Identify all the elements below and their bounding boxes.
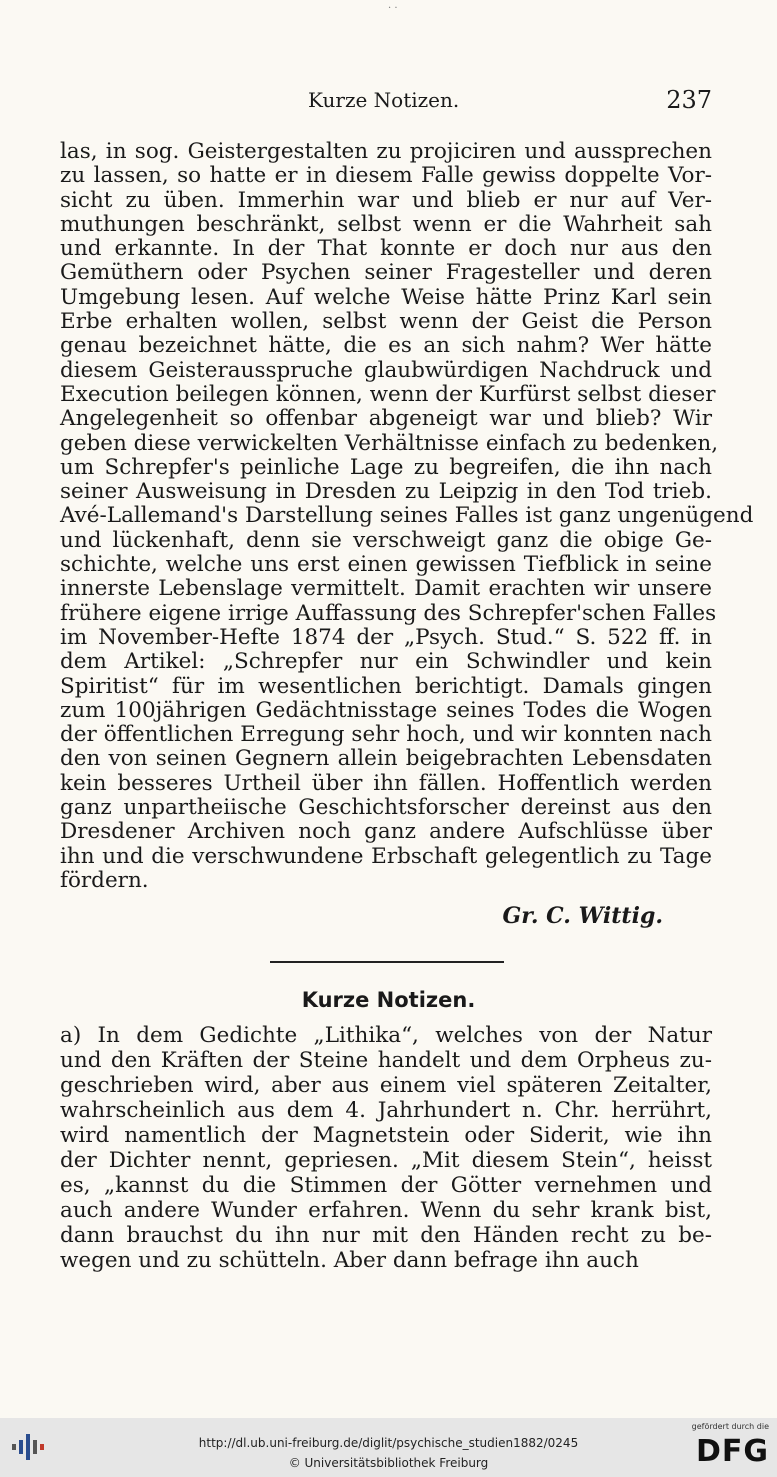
text-line: und erkannte. In der That konnte er doch nur aus den	[60, 236, 712, 262]
text-line: geschrieben wird, aber aus einem viel späteren Zeitalter,	[60, 1073, 712, 1098]
text-line: muthungen beschränkt, selbst wenn er die Wahrheit sah	[60, 211, 712, 237]
text-line: kein besseres Urtheil über ihn fällen. Hoffentlich werden	[60, 770, 712, 796]
text-line: dem Artikel: „Schrepfer nur ein Schwindler und kein	[60, 649, 712, 675]
text-line: Angelegenheit so offenbar abgeneigt war und blieb? Wir	[60, 406, 712, 432]
viewer-footer	[0, 1418, 777, 1477]
text-line: im November-Hefte 1874 der „Psych. Stud.“ S. 522 ff. in	[60, 624, 712, 650]
text-line: der öffentlichen Erregung sehr hoch, und wir konnten nach	[60, 722, 712, 748]
text-line: genau bezeichnet hätte, die es an sich nahm? Wer hätte	[60, 333, 712, 359]
text-line: schichte, welche uns erst einen gewissen Tiefblick in seine	[60, 552, 712, 578]
text-line: der Dichter nennt, gepriesen. „Mit diesem Stein“, heisst	[60, 1148, 712, 1173]
author-signature: Gr. C. Wittig.	[502, 903, 663, 929]
text-line: seiner Ausweisung in Dresden zu Leipzig in den Tod trieb.	[60, 479, 712, 505]
text-line: Spiritist“ für im wesentlichen berichtigt. Damals gingen	[60, 673, 712, 699]
text-line: wegen und zu schütteln. Aber dann befrage ihn auch	[60, 1248, 639, 1273]
text-line: ganz unpartheiische Geschichtsforscher dereinst aus den	[60, 795, 712, 821]
text-line: diesem Geisterausspruche glaubwürdigen Nachdruck und	[60, 357, 712, 383]
text-line: Erbe erhalten wollen, selbst wenn der Geist die Person	[60, 309, 712, 335]
dfg-caption: gefördert durch die	[691, 1422, 769, 1431]
text-line: und den Kräften der Steine handelt und dem Orpheus zu-	[60, 1048, 712, 1073]
article-text	[60, 139, 754, 893]
top-mark: . .	[388, 0, 398, 11]
text-line: frühere eigene irrige Auffassung des Schrepfer'schen Falles	[60, 600, 717, 626]
text-line: ihn und die verschwundene Erbschaft gelegentlich zu Tage	[60, 843, 712, 869]
text-line: zum 100jährigen Gedächtnisstage seines Todes die Wogen	[60, 697, 712, 723]
text-line: es, „kannst du die Stimmen der Götter vernehmen und	[60, 1173, 712, 1198]
document-url[interactable]: http://dl.ub.uni-freiburg.de/diglit/psychische_studien1882/0245	[198, 1436, 579, 1450]
text-line: wird namentlich der Magnetstein oder Siderit, wie ihn	[60, 1123, 712, 1148]
text-line: und lückenhaft, denn sie verschweigt ganz die obige Ge-	[60, 527, 712, 553]
text-line: Execution beilegen können, wenn der Kurfürst selbst dieser	[60, 381, 716, 407]
text-line: zu lassen, so hatte er in diesem Falle gewiss doppelte Vor-	[60, 163, 712, 189]
text-line: Avé-Lallemand's Darstellung seines Falles ist ganz ungenügend	[60, 503, 754, 529]
text-line: wahrscheinlich aus dem 4. Jahrhundert n. Chr. herrührt,	[60, 1098, 712, 1123]
text-line: Umgebung lesen. Auf welche Weise hätte Prinz Karl sein	[60, 284, 712, 310]
text-line: innerste Lebenslage vermittelt. Damit erachten wir unsere	[60, 576, 712, 602]
text-line: auch andere Wunder erfahren. Wenn du sehr krank bist,	[60, 1198, 712, 1223]
page-number: 237	[666, 86, 712, 114]
text-line: geben diese verwickelten Verhältnisse einfach zu bedenken,	[60, 430, 719, 456]
section-title: Kurze Notizen.	[301, 988, 476, 1012]
notes-text	[60, 1023, 712, 1273]
text-line: Dresdener Archiven noch ganz andere Aufschlüsse über	[60, 819, 712, 845]
text-line: Gemüthern oder Psychen seiner Fragesteller und deren	[60, 260, 712, 286]
text-line: dann brauchst du ihn nur mit den Händen recht zu be-	[60, 1223, 712, 1248]
dfg-logo: DFG	[695, 1434, 769, 1469]
copyright-notice: © Universitätsbibliothek Freiburg	[288, 1456, 489, 1470]
section-divider	[270, 961, 504, 963]
text-line: um Schrepfer's peinliche Lage zu begreifen, die ihn nach	[60, 454, 712, 480]
text-line: a) In dem Gedichte „Lithika“, welches von der Natur	[60, 1023, 712, 1048]
text-line: fördern.	[60, 867, 149, 893]
text-line: sicht zu üben. Immerhin war und blieb er nur auf Ver-	[60, 187, 712, 213]
text-line: den von seinen Gegnern allein beigebrachten Lebensdaten	[60, 746, 712, 772]
text-line: las, in sog. Geistergestalten zu projiciren und aussprechen	[60, 139, 712, 164]
running-title: Kurze Notizen.	[308, 88, 460, 112]
running-head	[60, 88, 712, 118]
